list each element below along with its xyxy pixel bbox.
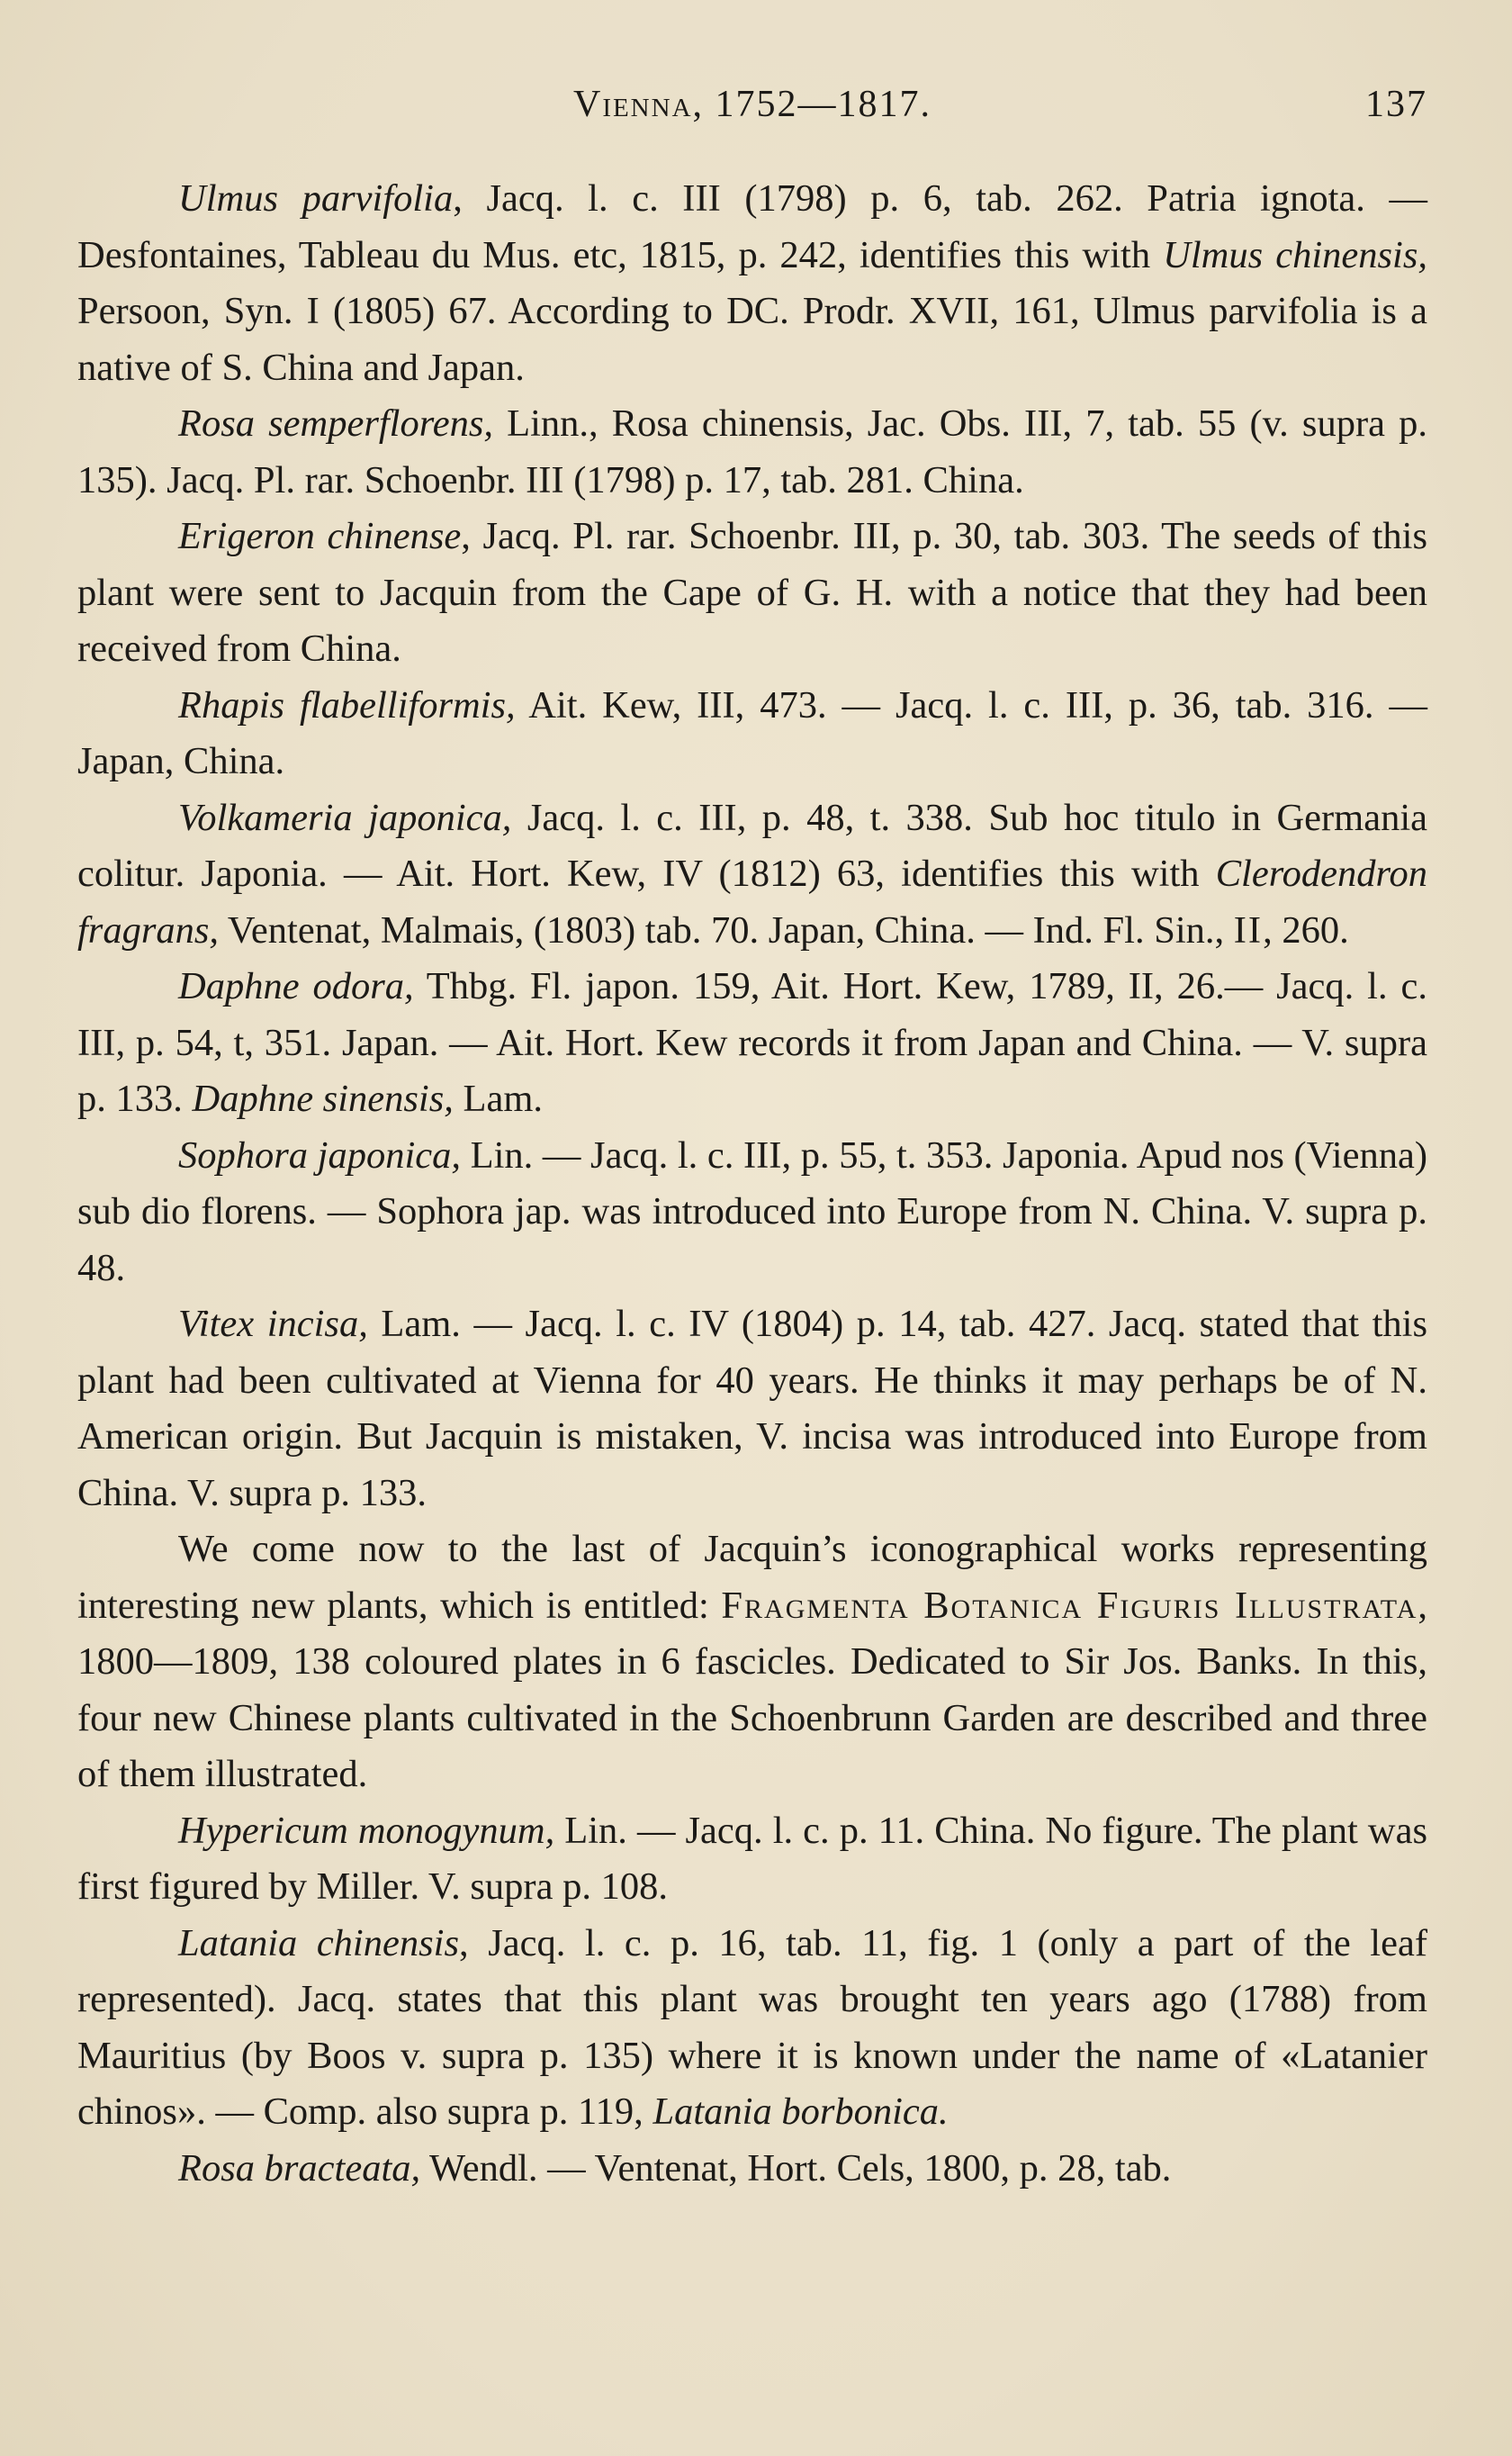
body-text [77,171,1427,2197]
entry-text: , 260. [1263,908,1349,952]
species-name: Vitex incisa, [178,1303,368,1345]
species-name: Hypericum monogynum, [178,1809,555,1852]
species-name: Daphne odora, [178,965,414,1007]
entry-vitex-incisa [77,1296,1427,1521]
species-name: Rosa semperflorens, [178,402,493,445]
synonym-name: Ulmus chinensis, [1163,233,1427,276]
species-name: Sophora japonica, [178,1133,462,1177]
entry-ulmus-parvifolia [77,171,1427,396]
species-name: Volkameria japonica, [178,796,512,839]
page-header [77,83,1427,137]
species-name: Erigeron chinense [178,515,462,557]
entry-text: Linn., Rosa chinensis, Jac. Obs. III, 7, tab. 55 (v. supra p. 135). Jacq. Pl. rar. Schoenbr. III (1798) p. 17, tab. 281. China. [77,402,1427,501]
entry-rosa-bracteata [77,2141,1427,2198]
synonym-name: Daphne sinensis, [192,1078,454,1120]
entry-text: Wendl. — Ventenat, Hort. Cels, 1800, p. 28, tab. [420,2146,1172,2190]
entry-text: Lam. [453,1078,544,1120]
species-name: Rosa bracteata, [178,2146,421,2190]
entry-text: Thbg. Fl. japon. 159, Ait. Hort. Kew, 1789, II, 26.— Jacq. l. c. III, p. 54, t, 351. Japan. — Ait. Hort. Kew records it from Japan and China. — V. supra p. 133. [77,965,1427,1120]
entry-latania-chinensis [77,1916,1427,2141]
paragraph-fragmenta-botanica [77,1521,1427,1803]
work-title: Fragmenta Botanica Figuris Illustrata [721,1584,1418,1627]
page-number: 137 [1365,84,1427,125]
entry-text: Lin. — Jacq. l. c. p. 11. China. No figure. The plant was first figured by Miller. V. supra p. 108. [77,1809,1427,1908]
running-head: Vienna, 1752—1817. [572,84,932,125]
synonym-name: Latania borbonica. [652,2090,949,2133]
paragraph-tail: , 1800—1809, 138 coloured plates in 6 fascicles. Dedicated to Sir Jos. Banks. In this, four new Chinese plants cultivated in the Schoenbrunn Garden are described and three of them illustrated. [77,1584,1428,1795]
entry-text: Ventenat, Malmais, (1803) tab. 70. Japan, China. — Ind. Fl. Sin., [219,908,1234,952]
entry-text: , Jacq. Pl. rar. Schoenbr. III, p. 30, tab. 303. The seeds of this plant were sent to Jacquin from the Cape of G. H. with a notice that they had been received from China. [77,515,1427,670]
entry-text: , Jacq. l. c. III (1798) p. 6, tab. 262. Patria ignota. — Desfontaines, Tableau du Mus. etc, 1815, p. 242, identifies this with [77,177,1427,276]
paragraph-lead: We come now to the last of Jacquin’s iconographical works representing interesting new plants, which is entitled: [77,1528,1427,1627]
entry-text: Jacq. l. c. III, p. 48, t. 338. Sub hoc titulo in Germania colitur. Japonia. — Ait. Hort. Kew, IV (1812) 63, identifies this with [77,796,1428,895]
species-name: Latania chinensis [178,1921,459,1964]
entry-rosa-semperflorens [77,396,1427,509]
entry-erigeron-chinense [77,509,1427,678]
volume-numeral: II [1233,908,1264,952]
entry-text: Lin. — Jacq. l. c. III, p. 55, t. 353. Japonia. Apud nos (Vienna) sub dio florens. — Sophora jap. was introduced into Europe from N. China. V. supra p. 48. [77,1133,1427,1289]
entry-sophora-japonica [77,1128,1427,1297]
entry-text: Persoon, Syn. I (1805) 67. According to DC. Prodr. XVII, 161, Ulmus parvifolia is a native of S. China and Japan. [77,290,1427,389]
species-name: Rhapis flabelliformis, [178,683,516,727]
synonym-name: Clerodendron fragrans, [77,853,1427,952]
entry-text: , Jacq. l. c. p. 16, tab. 11, fig. 1 (only a part of the leaf represented). Jacq. states that this plant was brought ten years ago (1788) from Mauritius (by Boos v. supra p. 135) where it is known under the name of «Latanier chinos». — Comp. also supra p. 119, [77,1921,1427,2133]
entry-text: Ait. Kew, III, 473. — Jacq. l. c. III, p. 36, tab. 316. — Japan, China. [77,683,1427,782]
entry-daphne-odora [77,959,1427,1128]
entry-rhapis-flabelliformis [77,678,1427,790]
entry-hypericum-monogynum [77,1803,1427,1916]
entry-volkameria-japonica [77,790,1427,960]
species-name: Ulmus parvifolia [178,177,454,220]
entry-text: Lam. — Jacq. l. c. IV (1804) p. 14, tab. 427. Jacq. stated that this plant had been cultivated at Vienna for 40 years. He thinks it may perhaps be of N. American origin. But Jacquin is mistaken, V. incisa was introduced into Europe from China. V. supra p. 133. [77,1303,1427,1514]
